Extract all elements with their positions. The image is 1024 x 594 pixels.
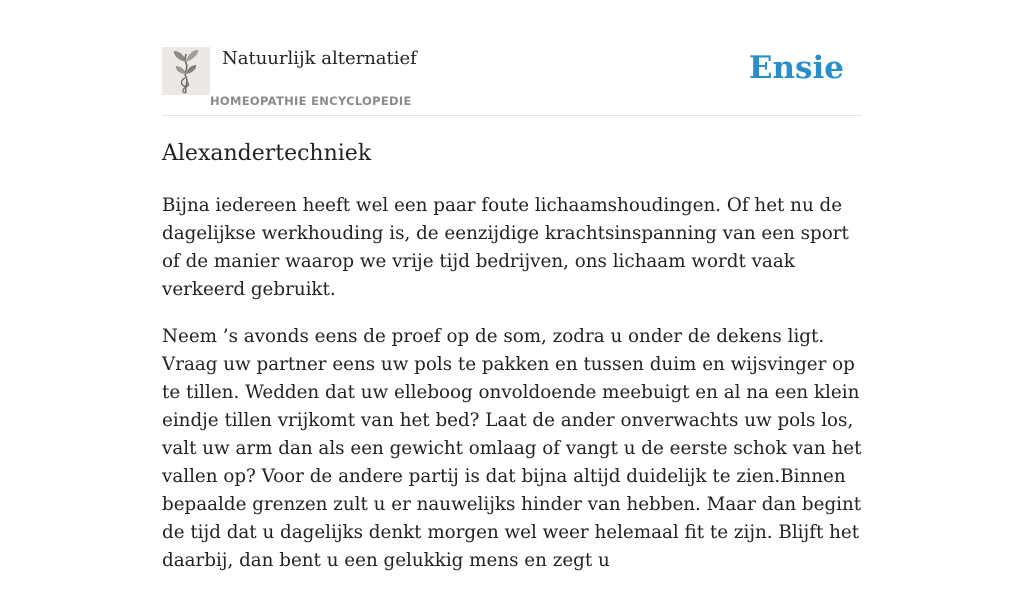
site-title[interactable]: Natuurlijk alternatief xyxy=(222,48,417,69)
header-divider xyxy=(162,115,862,116)
article-paragraph: Neem ’s avonds eens de proef op de som, zodra u onder de dekens ligt. Vraag uw partner eens uw pols te pakken en tussen duim en wijsvinger op te tillen. Wedden dat uw elleboog onvoldoende meebuigt en al na een klein eindje tillen vrijkomt van het bed? Laat de ander onverwachts uw pols los, valt uw arm dan als een gewicht omlaag of vangt u de eerste schok van het vallen op? Voor de andere partij is dat bijna altijd duidelijk te zien.Binnen bepaalde grenzen zult u er nauwelijks hinder van hebben. Maar dan begint de tijd dat u dagelijks denkt morgen wel weer helemaal fit te zijn. Blijft het daarbij, dan bent u een gelukkig mens en zegt u xyxy=(162,326,862,571)
article-title: Alexandertechniek xyxy=(162,141,372,166)
article-paragraph: Bijna iedereen heeft wel een paar foute lichaamshoudingen. Of het nu de dagelijkse werkhouding is, de eenzijdige krachtsinspanning van een sport of de manier waarop we vrije tijd bedrijven, ons lichaam wordt vaak verkeerd gebruikt. xyxy=(162,195,849,300)
site-header xyxy=(162,44,862,116)
site-subtitle: HOMEOPATHIE ENCYCLOPEDIE xyxy=(210,94,412,108)
brand-logo[interactable]: Ensie xyxy=(748,50,844,86)
article xyxy=(162,138,867,594)
seedling-illustration-icon xyxy=(162,47,210,95)
site-logo[interactable] xyxy=(162,47,210,95)
